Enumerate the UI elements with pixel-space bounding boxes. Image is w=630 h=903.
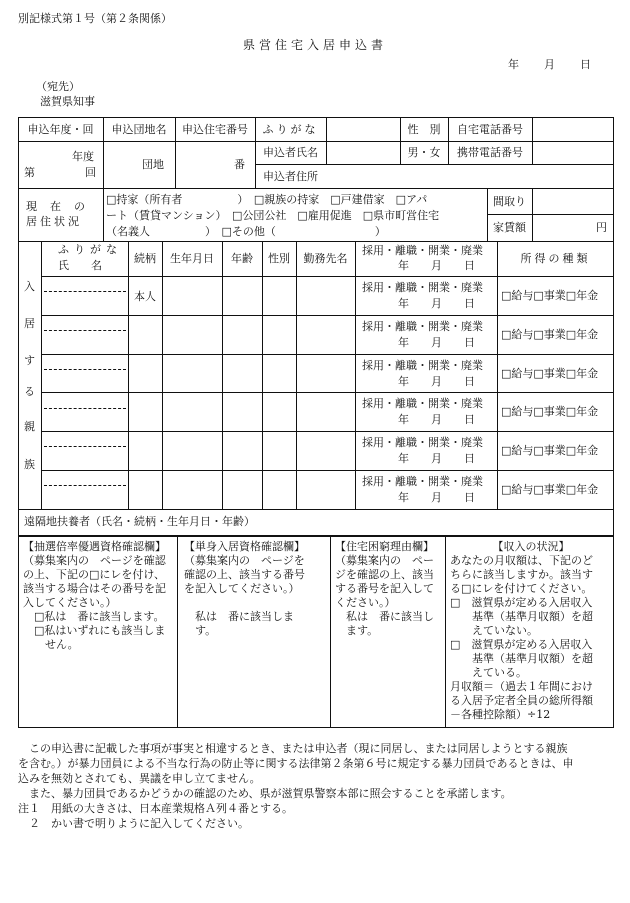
single-occupancy-title: 【単身入居資格確認欄】 [184, 540, 305, 553]
income-type-header: 所得の種類 [520, 252, 591, 265]
housing-hardship-title: 【住宅困窮理由欄】 [335, 540, 434, 553]
round-prefix: 第 [24, 166, 35, 179]
applicant-address-header: 申込者住所 [263, 169, 318, 183]
single-occupancy-box [184, 540, 328, 638]
birthdate-header: 生年月日 [170, 252, 214, 265]
income-formula-1: 月収額＝（過去１年間におけ [450, 680, 593, 693]
remote-dependent-label: 遠隔地扶養者（氏名・続柄・生年月日・年齢） [24, 515, 255, 528]
income-options-row1[interactable]: □給与□事業□年金 [501, 289, 599, 302]
income-line-2: ちらに該当しますか。該当す [450, 568, 593, 581]
single-spacer [184, 596, 328, 610]
residence-label-1: 現 在 の [26, 200, 86, 213]
income-status-title: 【収入の状況】 [492, 540, 570, 553]
income-line-6: えていない。 [450, 624, 538, 637]
income-options-row5[interactable]: □給与□事業□年金 [501, 444, 599, 457]
employment-header-1: 採用・離職・開業・廃業 [362, 244, 483, 257]
rooms-header: 間取り [493, 194, 526, 208]
hardship-line-2: ジを確認の上、該当 [335, 568, 434, 581]
income-line-9: えている。 [450, 666, 527, 679]
relation-header: 続柄 [134, 252, 156, 265]
employment-row6-line2: 年 月 日 [398, 491, 475, 504]
declaration-line-1: この申込書に記載した事項が事実と相違するとき、または申込者（現に同居し、または同居しようとする親族 [18, 742, 568, 755]
family-side-label-5: 親 [24, 420, 35, 433]
income-options-row6[interactable]: □給与□事業□年金 [501, 483, 599, 496]
single-line-6: す。 [184, 624, 217, 637]
single-line-5[interactable]: 私は 番に該当しま [184, 610, 294, 623]
application-year-header: 申込年度・回 [27, 122, 94, 136]
declaration-line-2: を含む。）が暴力団員による不当な行為の防止等に関する法律第２条第６号に規定する暴力団員であるときは、申 [18, 757, 574, 770]
residence-options-line3[interactable]: （名義人 ） □その他（ ） [106, 225, 386, 238]
form-title: 県営住宅入居申込書 [242, 38, 387, 52]
declaration-line-4: また、暴力団員であるかどうかの確認のため、県が滋賀県警察本部に照会することを承諾します。 [18, 787, 512, 800]
income-options-row4[interactable]: □給与□事業□年金 [501, 405, 599, 418]
hardship-line-1: （募集案内の ペー [335, 554, 434, 567]
mobile-phone-header: 携帯電話番号 [457, 146, 523, 159]
family-furigana-header: ふりがな [58, 243, 122, 256]
ban-label: 番 [234, 158, 245, 171]
declaration-line-3: 込みを無効とされても、異議を申し立てません。 [18, 772, 261, 785]
income-options-row2[interactable]: □給与□事業□年金 [501, 328, 599, 341]
employment-row1-line2: 年 月 日 [398, 297, 475, 310]
sex-options[interactable]: 男・女 [407, 146, 441, 159]
applicant-name-header: 申込者氏名 [263, 146, 318, 159]
date-month: 月 [544, 58, 555, 71]
employment-row1-line1[interactable]: 採用・離職・開業・廃業 [362, 281, 483, 294]
income-formula-2: る入居予定者全員の総所得額 [450, 694, 593, 707]
residence-options-line2[interactable]: ート（賃貸マンション） □公団公社 □雇用促進 □県市町営住宅 [106, 209, 440, 222]
family-side-label-6: 族 [24, 458, 35, 471]
home-phone-header: 自宅電話番号 [457, 122, 523, 136]
income-formula-3: －各種控除額）÷12 [450, 708, 551, 721]
employment-row2-line2: 年 月 日 [398, 336, 475, 349]
employment-row4-line2: 年 月 日 [398, 413, 475, 426]
lottery-line-7: せん。 [23, 638, 79, 651]
home-phone-field[interactable] [532, 117, 614, 141]
lottery-option-2[interactable]: □私はいずれにも該当しま [23, 624, 166, 637]
income-line-5: 基準（基準月収額）を超 [450, 610, 593, 623]
single-line-3: を記入してください。） [184, 582, 300, 595]
hardship-line-5[interactable]: 私は 番に該当し [335, 610, 434, 623]
lottery-line-2: の上、下記の□にレを付け、 [23, 568, 165, 581]
sex-header: 性 別 [407, 122, 441, 136]
rent-header: 家賃額 [493, 221, 526, 234]
form-number: 別記様式第１号（第２条関係） [18, 12, 172, 25]
income-status-box [450, 540, 612, 722]
date-day: 日 [580, 58, 591, 71]
employment-row5-line1[interactable]: 採用・離職・開業・廃業 [362, 436, 483, 449]
income-line-3: る□にレを付けてください。 [450, 582, 593, 595]
employment-row5-line2: 年 月 日 [398, 452, 475, 465]
lottery-option-1[interactable]: □私は 番に該当します。 [23, 610, 165, 623]
employment-row3-line2: 年 月 日 [398, 375, 475, 388]
income-line-8: 基準（基準月収額）を超 [450, 652, 593, 665]
employment-row2-line1[interactable]: 採用・離職・開業・廃業 [362, 320, 483, 333]
furigana-header: ふりがな [262, 122, 319, 136]
lottery-line-4: 入してください。） [23, 596, 117, 609]
income-option-below[interactable]: □ 滋賀県が定める入居収入 [450, 596, 593, 609]
lottery-preference-title: 【抽選倍率優遇資格確認欄】 [23, 540, 166, 553]
mobile-phone-field[interactable] [532, 141, 614, 164]
self-relation: 本人 [134, 290, 156, 303]
complex-name-header: 申込団地名 [111, 122, 167, 136]
family-side-label-2: 居 [24, 317, 35, 330]
income-line-1: あなたの月収額は、下記のど [450, 554, 593, 567]
addressee-label: （宛先） [36, 80, 80, 93]
single-line-1: （募集案内の ページを [184, 554, 305, 567]
employment-row6-line1[interactable]: 採用・離職・開業・廃業 [362, 475, 483, 488]
hardship-line-3: する番号を記入して [335, 582, 434, 595]
family-sex-header: 性別 [268, 252, 290, 265]
employment-row4-line1[interactable]: 採用・離職・開業・廃業 [362, 397, 483, 410]
age-header: 年齢 [231, 252, 253, 265]
workplace-header: 勤務先名 [303, 252, 348, 265]
lottery-preference-box [23, 540, 175, 652]
employment-header-2: 年 月 日 [398, 259, 475, 272]
single-line-2: 確認の上、該当する番号 [184, 568, 305, 581]
lottery-line-1: （募集案内の ページを確認 [23, 554, 166, 567]
hardship-line-4: ください。） [335, 596, 396, 609]
family-side-label-4: る [24, 385, 35, 398]
income-options-row3[interactable]: □給与□事業□年金 [501, 367, 599, 380]
addressee: 滋賀県知事 [40, 95, 95, 108]
round-suffix: 回 [85, 166, 96, 179]
fiscal-year-label: 年度 [72, 150, 94, 163]
declaration-text [18, 741, 618, 831]
date-year: 年 [508, 58, 519, 71]
income-option-above[interactable]: □ 滋賀県が定める入居収入 [450, 638, 593, 651]
note-2: ２ かい書で明りように記入してください。 [18, 817, 249, 830]
family-name-header: 氏 名 [58, 259, 102, 272]
family-side-label-1: 入 [24, 280, 35, 293]
danchi-label: 団地 [142, 158, 164, 171]
residence-label-2: 居住状況 [26, 215, 82, 228]
house-number-header: 申込住宅番号 [182, 122, 248, 136]
family-side-label-3: す [24, 354, 35, 367]
note-1: 注１ 用紙の大きさは、日本産業規格Ａ列４番とする。 [18, 802, 293, 815]
lottery-line-3: 該当する場合はその番号を記 [23, 582, 166, 595]
residence-options-line1[interactable]: □持家（所有者 ） □親族の持家 □戸建借家 □アパ [106, 193, 428, 206]
employment-row3-line1[interactable]: 採用・離職・開業・廃業 [362, 359, 483, 372]
furigana-field[interactable] [326, 117, 400, 141]
housing-hardship-box [335, 540, 443, 638]
yen-label: 円 [596, 221, 607, 234]
applicant-address-field[interactable] [326, 164, 614, 188]
hardship-line-6: ます。 [335, 624, 379, 637]
